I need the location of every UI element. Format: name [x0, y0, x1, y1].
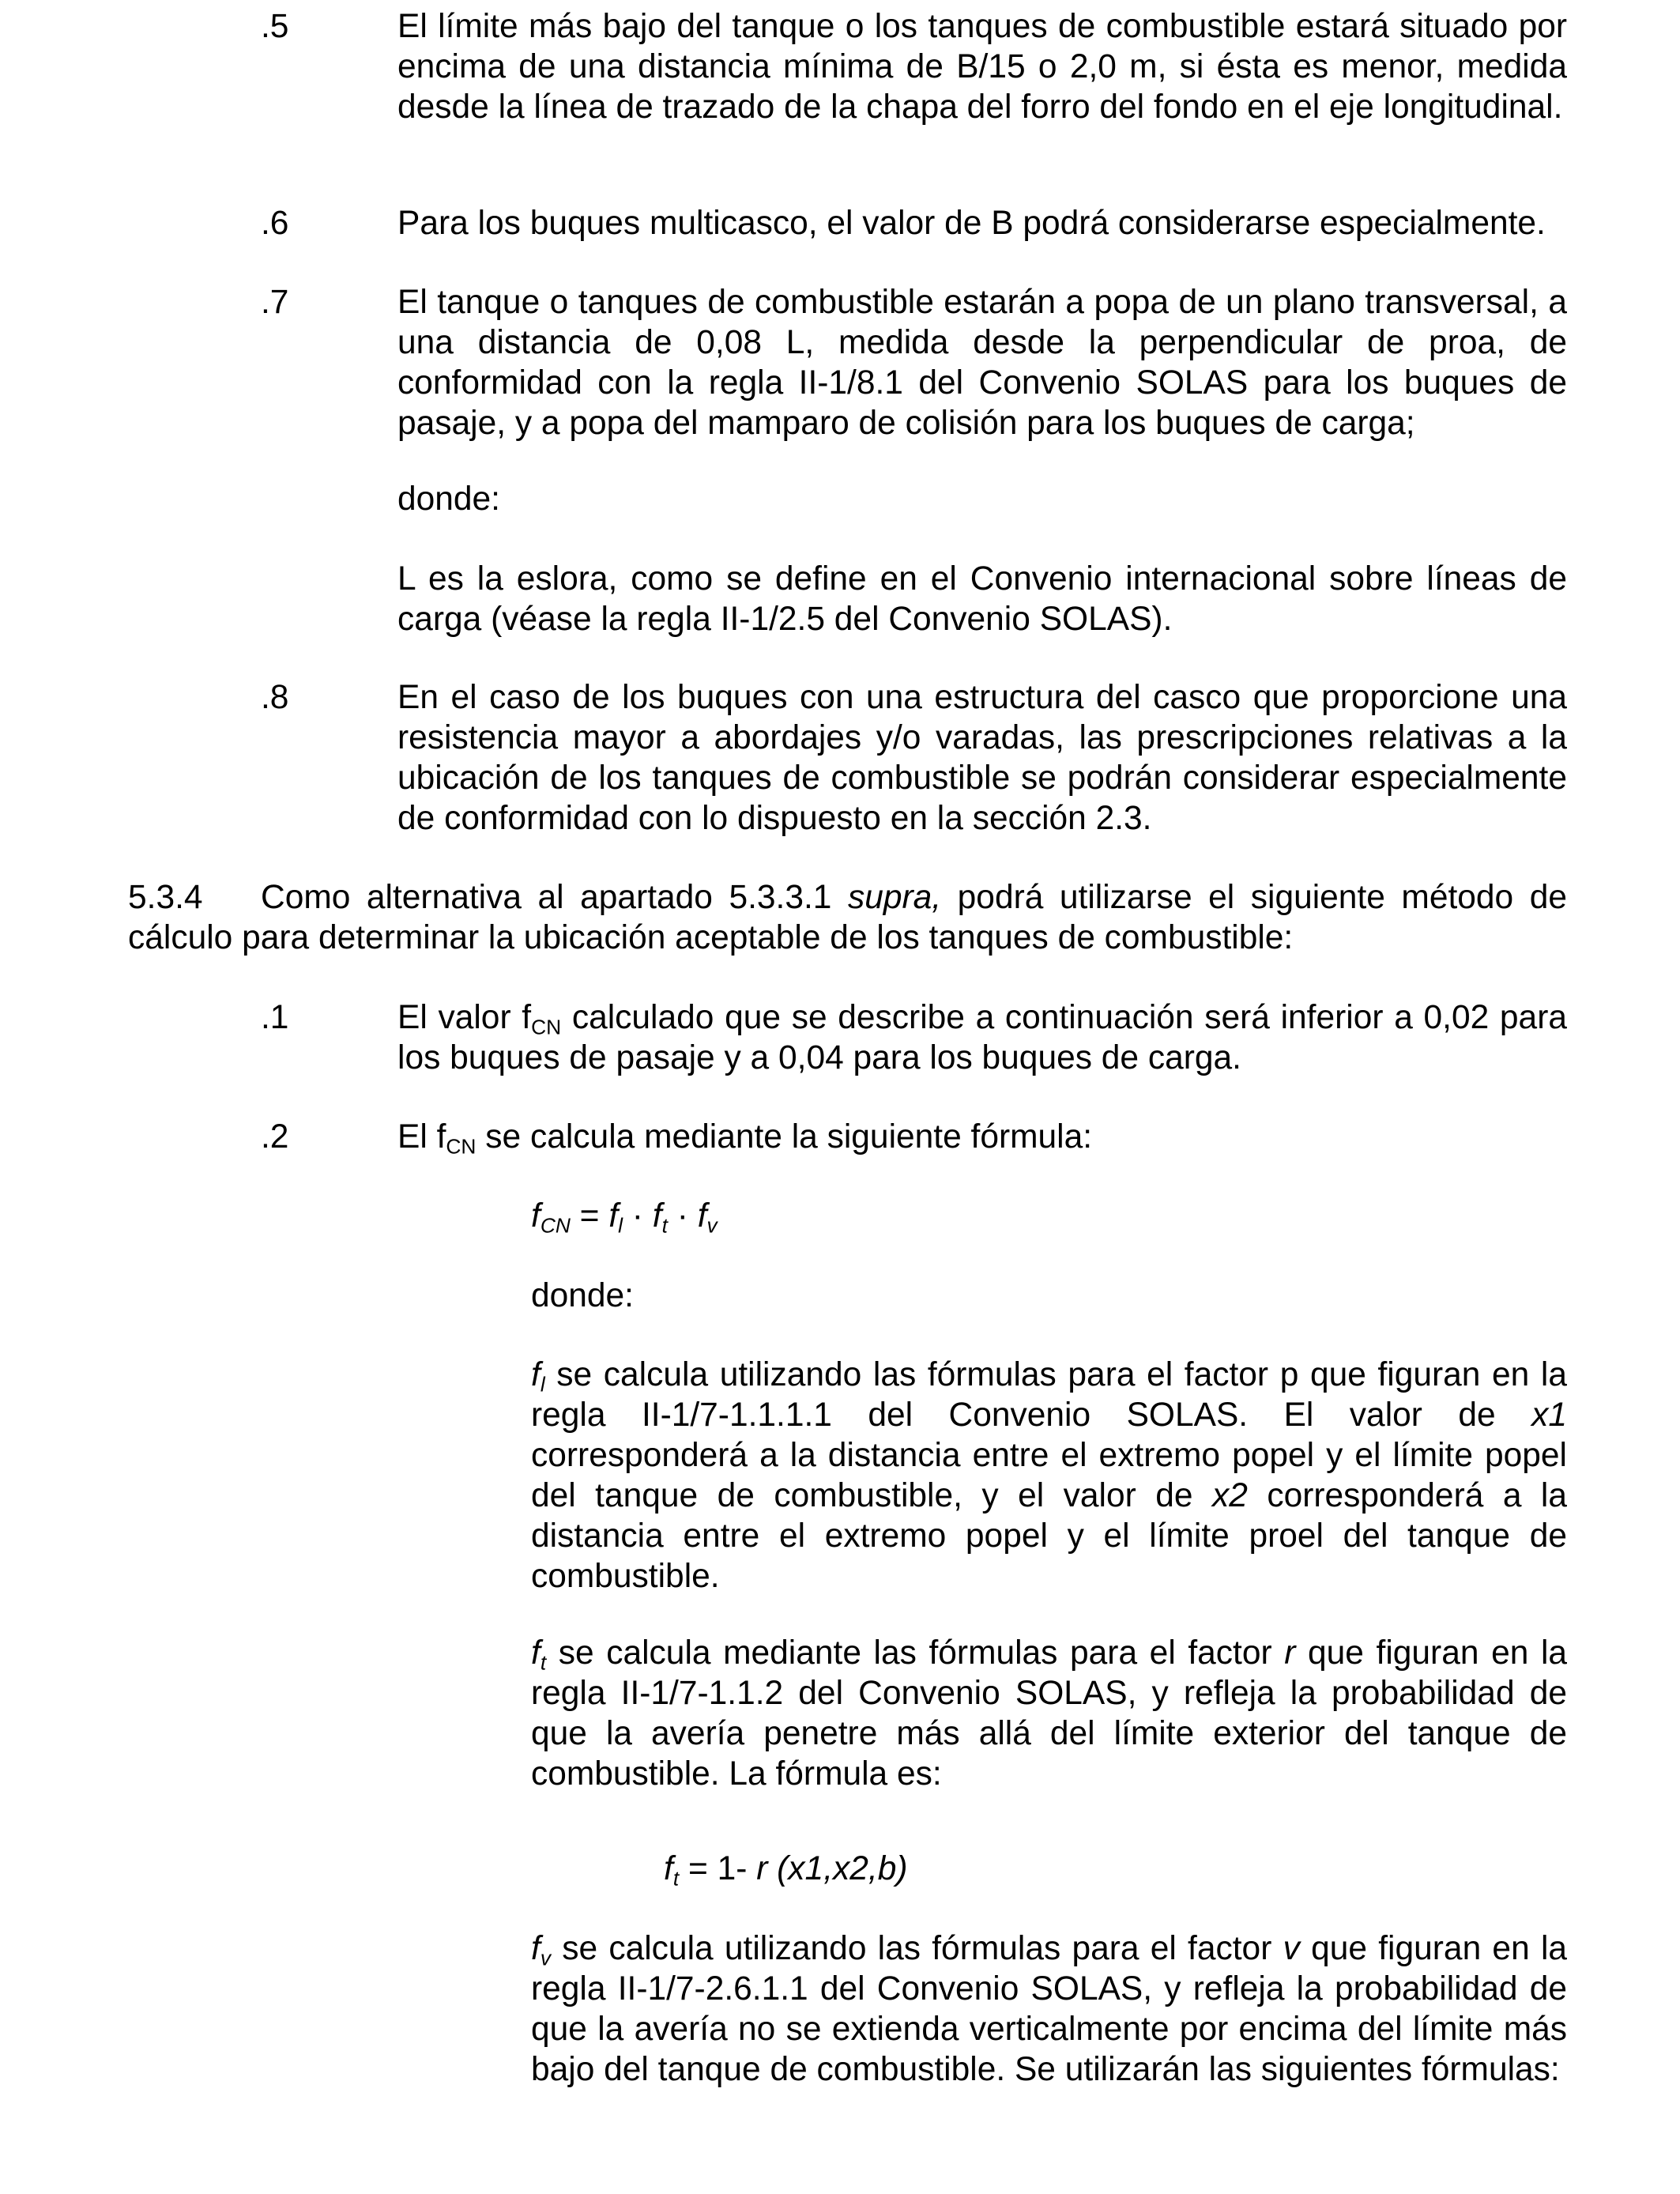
item-text: En el caso de los buques con una estructura del casco que proporcione una resistencia mayor a abordajes y/o varadas, las prescripciones relativas a la ubicación de los tanques de combustible se podrán considerar especialmente de conformidad con lo dispuesto en la sección 2.3.: [397, 679, 1567, 837]
item-number: .1: [261, 999, 289, 1036]
formula-sub: v: [706, 1213, 718, 1238]
symbol-sub: v: [540, 1946, 551, 1970]
formula-symbol: f: [664, 1850, 673, 1887]
formula-rest: r (x1,x2,b): [756, 1850, 908, 1887]
item-number: .2: [261, 1118, 289, 1155]
item-number: .5: [261, 8, 289, 45]
text-pre: El f: [397, 1118, 446, 1155]
where-label: donde:: [397, 481, 500, 518]
formula-sub: CN: [540, 1213, 571, 1238]
fl-paragraph: [531, 1355, 1567, 1596]
symbol-x1: x1: [1531, 1397, 1567, 1434]
fv-paragraph: [531, 1928, 1567, 2090]
formula-sub: l: [618, 1213, 623, 1238]
item-number: .8: [261, 679, 289, 716]
symbol-f: f: [531, 1930, 541, 1967]
symbol-f: f: [531, 1356, 541, 1393]
formula-op: ·: [667, 1197, 698, 1235]
symbol-sub: t: [540, 1650, 547, 1675]
text-post: se calcula mediante la siguiente fórmula:: [485, 1118, 1093, 1155]
where-label-2: donde:: [531, 1277, 634, 1314]
item-text: [397, 1117, 1567, 1157]
fv-text-a: se calcula utilizando las fórmulas para el factor: [562, 1930, 1272, 1967]
ft-paragraph: [531, 1633, 1567, 1794]
fl-text-c: corresponderá a la distancia entre el extremo popel y el límite proel del tanque de combustible.: [531, 1477, 1567, 1595]
formula-symbol: f: [652, 1197, 662, 1235]
subscript-cn: CN: [446, 1134, 477, 1159]
item-number: .7: [261, 284, 289, 321]
item-text: Para los buques multicasco, el valor de B podrá considerarse especialmente.: [397, 205, 1546, 242]
supra-text: supra,: [848, 879, 942, 916]
symbol-x2: x2: [1211, 1477, 1248, 1514]
item-text: [397, 997, 1567, 1078]
length-definition: L es la eslora, como se define en el Convenio internacional sobre líneas de carga (véase la regla II-1/2.5 del Convenio SOLAS).: [397, 560, 1567, 638]
ft-text-b: que figuran en la regla II-1/7-1.1.2 del Convenio SOLAS, y refleja la probabilidad de que la avería penetre más allá del límite exterior del tanque de combustible. La fórmula es:: [531, 1634, 1568, 1793]
section-number: 5.3.4: [128, 879, 203, 916]
symbol-r: r: [1284, 1634, 1296, 1672]
section-5-3-4: [128, 877, 1567, 958]
item-text: El límite más bajo del tanque o los tanques de combustible estará situado por encima de una distancia mínima de B/15 o 2,0 m, si ésta es menor, medida desde la línea de trazado de la chapa del forro del fondo en el eje longitudinal.: [397, 8, 1567, 126]
subscript-cn: CN: [531, 1015, 562, 1039]
formula-sub: t: [661, 1213, 668, 1238]
fv-text-b: que figuran en la regla II-1/7-2.6.1.1 del Convenio SOLAS, y refleja la probabilidad de que la avería no se extienda verticalmente por encima del límite más bajo del tanque de combustible. Se utilizarán las siguientes fórmulas:: [531, 1930, 1568, 2088]
ft-text-a: se calcula mediante las fórmulas para el factor: [558, 1634, 1272, 1672]
formula-symbol: f: [697, 1197, 707, 1235]
symbol-f: f: [531, 1634, 541, 1672]
item-text: El tanque o tanques de combustible estarán a popa de un plano transversal, a una distancia de 0,08 L, medida desde la perpendicular de proa, de conformidad con la regla II-1/8.1 del Convenio SOLAS para los buques de pasaje, y a popa del mamparo de colisión para los buques de carga;: [397, 284, 1567, 442]
section-text-a: Como alternativa al apartado 5.3.3.1: [261, 879, 832, 916]
formula-op: ·: [622, 1197, 653, 1235]
formula-ft: [664, 1849, 907, 1889]
text-pre: El valor f: [397, 999, 532, 1036]
formula-sub: t: [672, 1866, 680, 1891]
item-number: .6: [261, 205, 289, 242]
symbol-sub: l: [540, 1372, 545, 1397]
symbol-v: v: [1283, 1930, 1300, 1967]
fl-text-b: corresponderá a la distancia entre el extremo popel y el límite popel del tanque de combustible, y el valor de: [531, 1437, 1567, 1514]
section-text-b: podrá utilizarse el siguiente método de cálculo para determinar la ubicación aceptable de los tanques de combustible:: [128, 879, 1568, 956]
formula-symbol: f: [608, 1197, 619, 1235]
formula-op: =: [570, 1197, 609, 1235]
fl-text-a: se calcula utilizando las fórmulas para el factor p que figuran en la regla II-1/7-1.1.1.1 del Convenio SOLAS. El valor de: [531, 1356, 1568, 1434]
formula-symbol: f: [531, 1197, 541, 1235]
formula-op: = 1-: [679, 1850, 757, 1887]
formula-fcn: [531, 1196, 718, 1236]
text-post: calculado que se describe a continuación será inferior a 0,02 para los buques de pasaje y a 0,04 para los buques de carga.: [397, 999, 1567, 1076]
